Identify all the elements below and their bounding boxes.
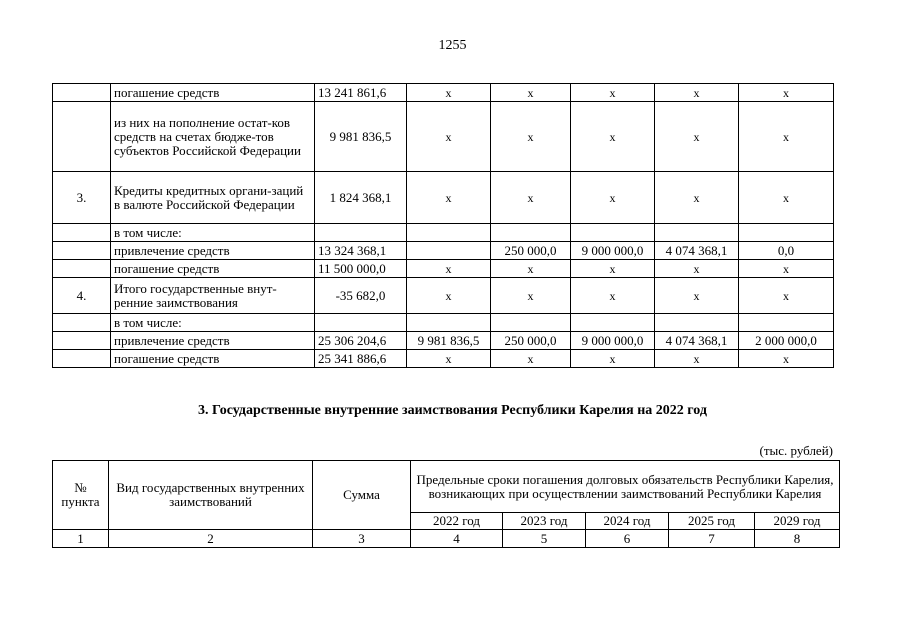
table-row	[53, 84, 834, 102]
cell	[655, 224, 739, 242]
row-number	[53, 84, 111, 102]
row-number: 3.	[53, 172, 111, 224]
cell: x	[491, 350, 571, 368]
cell: x	[491, 278, 571, 314]
cell: x	[491, 172, 571, 224]
header-borrowing-kind: Вид государственных внутренних заимствований	[109, 461, 313, 530]
cell: x	[739, 84, 834, 102]
cell: x	[739, 260, 834, 278]
row-label: погашение средств	[111, 84, 315, 102]
header-year: 2022 год	[411, 513, 503, 530]
cell: x	[407, 172, 491, 224]
row-label: из них на пополнение остат-ков средств на счетах бюдже-тов субъектов Российской Федерации	[111, 102, 315, 172]
cell: x	[407, 350, 491, 368]
table-row	[53, 350, 834, 368]
column-index: 7	[669, 530, 755, 548]
cell: x	[571, 84, 655, 102]
header-year: 2025 год	[669, 513, 755, 530]
row-label: привлечение средств	[111, 242, 315, 260]
page-number: 1255	[438, 38, 467, 53]
cell: x	[655, 278, 739, 314]
header-repayment-terms: Предельные сроки погашения долговых обязательств Республики Карелия, возникающих при осуществлении заимствований Республики Карелия	[411, 461, 840, 513]
row-sum: -35 682,0	[315, 278, 407, 314]
cell	[739, 224, 834, 242]
cell	[739, 314, 834, 332]
cell	[571, 314, 655, 332]
cell: x	[739, 350, 834, 368]
cell: x	[407, 84, 491, 102]
units-label: (тыс. рублей)	[759, 443, 833, 458]
row-number: 4.	[53, 278, 111, 314]
cell: x	[407, 102, 491, 172]
column-index: 8	[755, 530, 840, 548]
row-sum	[315, 224, 407, 242]
cell: 250 000,0	[491, 242, 571, 260]
header-year: 2023 год	[503, 513, 586, 530]
table-row	[53, 314, 834, 332]
row-sum: 25 341 886,6	[315, 350, 407, 368]
cell: x	[655, 350, 739, 368]
column-index: 4	[411, 530, 503, 548]
row-sum: 11 500 000,0	[315, 260, 407, 278]
cell: x	[407, 260, 491, 278]
table-row	[53, 102, 834, 172]
cell	[491, 224, 571, 242]
borrowings-table-continued	[52, 83, 834, 368]
cell: x	[655, 172, 739, 224]
cell: x	[571, 102, 655, 172]
row-label: в том числе:	[111, 224, 315, 242]
cell: 0,0	[739, 242, 834, 260]
row-number	[53, 350, 111, 368]
row-label: Кредиты кредитных органи-заций в валюте Российской Федерации	[111, 172, 315, 224]
row-sum: 13 241 861,6	[315, 84, 407, 102]
cell	[655, 314, 739, 332]
column-index: 6	[586, 530, 669, 548]
cell: x	[655, 84, 739, 102]
cell: 2 000 000,0	[739, 332, 834, 350]
cell: x	[571, 260, 655, 278]
cell: x	[739, 102, 834, 172]
row-sum: 25 306 204,6	[315, 332, 407, 350]
cell: x	[739, 172, 834, 224]
cell: 250 000,0	[491, 332, 571, 350]
cell	[407, 314, 491, 332]
row-number	[53, 332, 111, 350]
cell	[571, 224, 655, 242]
cell: x	[571, 350, 655, 368]
cell: 9 000 000,0	[571, 332, 655, 350]
column-index-row	[53, 530, 840, 548]
header-row	[53, 461, 840, 513]
row-sum	[315, 314, 407, 332]
table-row	[53, 278, 834, 314]
table-row	[53, 172, 834, 224]
column-index: 1	[53, 530, 109, 548]
row-sum: 1 824 368,1	[315, 172, 407, 224]
row-label: привлечение средств	[111, 332, 315, 350]
row-number	[53, 102, 111, 172]
cell: x	[655, 102, 739, 172]
cell: x	[655, 260, 739, 278]
cell: 4 074 368,1	[655, 242, 739, 260]
cell: x	[571, 172, 655, 224]
table-row	[53, 260, 834, 278]
header-year: 2029 год	[755, 513, 840, 530]
cell	[491, 314, 571, 332]
cell	[407, 224, 491, 242]
row-number	[53, 224, 111, 242]
cell: 4 074 368,1	[655, 332, 739, 350]
borrowings-2022-table	[52, 460, 840, 548]
cell: x	[739, 278, 834, 314]
section-title: 3. Государственные внутренние заимствования Республики Карелия на 2022 год	[198, 403, 707, 418]
table-row	[53, 242, 834, 260]
cell: x	[491, 260, 571, 278]
row-number	[53, 242, 111, 260]
header-year: 2024 год	[586, 513, 669, 530]
cell: 9 981 836,5	[407, 332, 491, 350]
cell: x	[491, 84, 571, 102]
row-sum: 13 324 368,1	[315, 242, 407, 260]
header-item-number: № пункта	[53, 461, 109, 530]
cell	[407, 242, 491, 260]
cell: x	[571, 278, 655, 314]
cell: x	[407, 278, 491, 314]
row-number	[53, 314, 111, 332]
row-sum: 9 981 836,5	[315, 102, 407, 172]
column-index: 2	[109, 530, 313, 548]
column-index: 3	[313, 530, 411, 548]
cell: x	[491, 102, 571, 172]
row-label: погашение средств	[111, 350, 315, 368]
row-label: Итого государственные внут-ренние заимствования	[111, 278, 315, 314]
cell: 9 000 000,0	[571, 242, 655, 260]
table-row	[53, 332, 834, 350]
row-number	[53, 260, 111, 278]
header-sum: Сумма	[313, 461, 411, 530]
row-label: в том числе:	[111, 314, 315, 332]
row-label: погашение средств	[111, 260, 315, 278]
table-row	[53, 224, 834, 242]
column-index: 5	[503, 530, 586, 548]
